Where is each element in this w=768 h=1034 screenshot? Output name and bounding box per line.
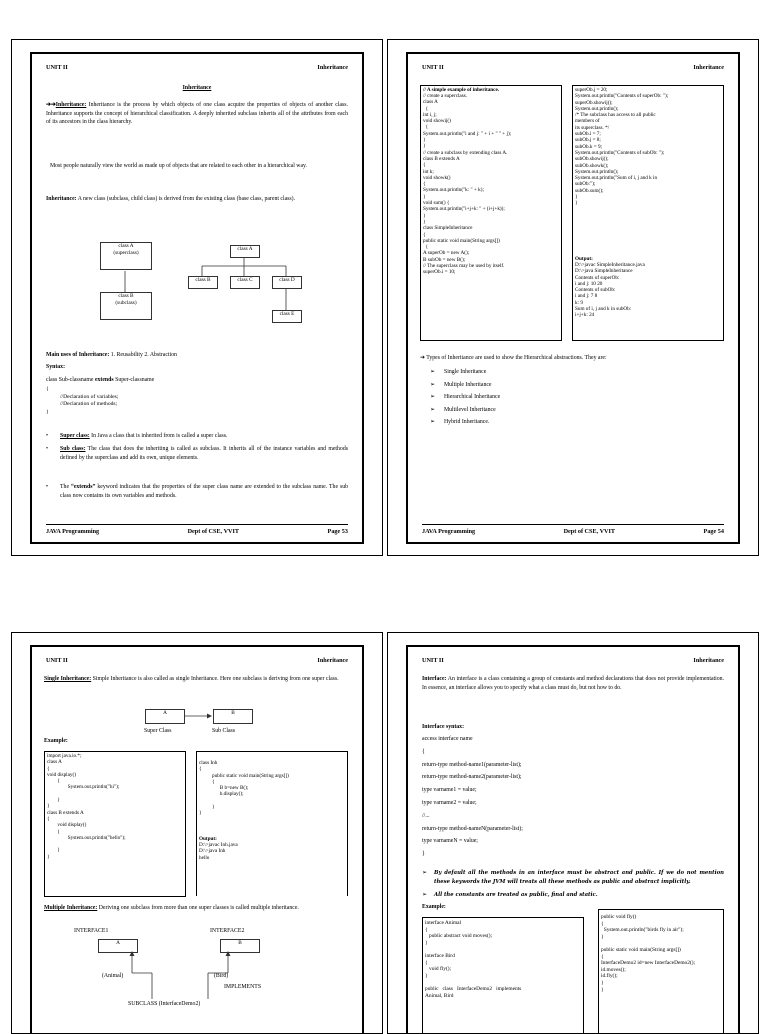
syntax-line: return-type method-name2(parameter-list); [422,774,522,781]
bullet-icon: • [46,484,49,490]
code-box-left [422,917,584,1034]
syntax-line: } [422,851,425,858]
header-topic: Inheritance [317,64,348,71]
unit-label: UNIT II [422,657,444,664]
page-header [46,657,348,664]
single-text: Simple Inheritance is also called as single Inheritance. Here one subclass is deriving from one super class. [91,676,339,682]
super-class-label: Super class: [60,433,90,439]
interface-label: Interface: [422,676,447,682]
code-box-left [44,751,186,897]
unit-label: UNIT II [46,64,68,71]
sub-class-caption: Sub Class [212,728,236,734]
type-item: Multilevel Inheritance [444,406,496,413]
output-label: Output: [575,256,593,262]
header-topic: Inheritance [317,657,348,664]
unit-label: UNIT II [46,657,68,664]
unit-label: UNIT II [422,64,444,71]
code-left: import java.io.*; class A { void display() { System.out.println("hi"); } } class B extends A { void display() { System.out.println("hello"); } } [47,753,126,860]
code-box-right [572,85,724,341]
type-item: Hybrid Inheritance. [444,419,490,425]
subclass-label: SUBCLASS (InterfaceDemo2) [128,1001,201,1007]
class-e-box: class E [272,310,302,323]
syntax-line [46,376,154,385]
super-class-text: In Java a class that is inherited from is called a super class. [89,433,228,439]
syntax-line: type varname1 = value; [422,787,477,794]
page-header [46,64,348,71]
box-sublabel: (subclass) [115,300,137,306]
syntax-line: access interface name [422,736,473,742]
code-box-right [598,909,724,1034]
super-class-item [60,432,348,441]
syntax-line: type varnameN = value; [422,838,478,845]
page-53-frame [30,52,364,544]
arrow-bullet-icon: ➢ [422,870,427,876]
syntax-keyword: extends [94,377,114,383]
code-right: public void fly() { System.out.println("birds fly in air"); } public static void main(String args[]) { InterfaceDemo2 id=new InterfaceDemo2(); id.moves(); id.fly(); } } [601,914,696,993]
arrow-bullet-icon: ➢ [430,419,435,425]
main-uses [46,351,348,360]
inheritance-def [46,195,348,204]
example-label: Example: [44,738,68,744]
output-text: D:\>javac Inh.java D:\>java Inh hello [199,842,238,861]
interface2-label: INTERFACE2 [210,928,245,934]
page-footer [422,524,724,535]
syntax-line: return-type method-nameN(parameter-list); [422,825,523,832]
def-text: A new class (subclass, child class) is derived from the existing class (base class, parent class). [76,196,296,202]
intro-label: Inheritance: [55,102,87,108]
arrow-bullet-icon: ➢ [430,406,435,413]
syntax-line: { [422,748,425,755]
def-label: Inheritance: [46,196,77,202]
intro-text: Inheritance is the process by which objects of one class acquire the properties of objects of another class. Inheritance supports the concept of hierarchical classification. A deeply inherited subclass inherits all of the attributes from each of its ancestors in the class hierarchy. [46,102,348,125]
output-label: Output: [199,836,217,842]
footer-dept: Dept of CSE, VVIT [563,528,616,535]
sub-class-label: Sub class: [60,446,86,452]
multiple-inheritance [44,904,348,913]
syntax-body: { //Declaration of variables; //Declaration of methods; } [46,386,119,415]
example-label: Example: [422,904,446,910]
class-a-box: class A [230,245,260,258]
footer-dept: Dept of CSE, VVIT [187,528,240,535]
arrow-bullet-icon: ➢ [430,381,435,388]
interface-def [422,675,724,692]
box-label: class A [118,243,134,249]
class-b-box: B [213,709,253,724]
type-item: Single Inheritance [444,369,487,375]
arrow-icon: ➔➔ [46,102,56,108]
section-title: Inheritance [182,85,212,91]
arrow-bullet-icon: ➢ [430,369,435,375]
code-title: // A simple example of inheritance. [423,87,500,93]
default-note: By default all the methods in an interface must be abstract and public. If we do not mention these keywords the JVM will treats all these methods as public and abstract implicitly. [434,870,724,885]
single-label: Single Inheritance: [44,676,92,682]
interface-text: An interface is a class containing a group of constants and method declarations that does not provide implementation. In essence, an interface allows you to specify what a class must do, but not how to do. [422,676,724,691]
box-sublabel: (superclass) [113,250,139,256]
interface-a-box: A [98,939,138,953]
bullet-icon: • [46,446,49,452]
syntax-line: //... [422,812,430,819]
sub-class-item [60,445,348,462]
page-55-frame [30,645,364,1034]
inheritance-intro [46,101,348,127]
bird-label: (Bird) [214,973,229,979]
implements-label: IMPLEMENTS [224,984,262,990]
type-item: Hierarchical Inheritance [444,394,501,400]
extends-text: keyword indicates that the properties of the super class name are extended to the subclass name. The sub class now contains its own variables and methods. [60,484,348,499]
syntax-part: class Sub-classname [46,377,95,383]
class-a-superclass-box [100,242,152,270]
extends-keyword: “extends” [70,484,96,490]
types-intro: ➔ Types of Inheritance are used to show the Hierarchical abstractions. They are: [420,355,607,361]
syntax-line: return-type method-name1(parameter-list); [422,761,522,768]
page-56-frame [406,645,740,1034]
animal-label: (Animal) [102,973,124,979]
code-right: class Inh { public static void main(String args[]) { B b=new B(); b.display(); } } [199,760,289,817]
box-label: class B [118,293,134,299]
bullet-icon: • [46,433,49,439]
page-53 [11,39,383,556]
arrow-bullet-icon: ➢ [430,394,435,400]
code-left: // create a superclass. class A { int i, j; void showij() { System.out.println("i and j: " + i + " " + j); } } // create a subclass by extending class A. class B extends A { int k; void showk() { System.out.println("k: " + k); } void sum() { System.out.println("i+j+k: " + (i+j+k)); } } class SimpleInheritance { public static void main(String args[]) { A superOb = new A(); B subOb = new B(); // The superclass may be used by itself. superOb.i = 10; [423,93,512,276]
page-footer [46,524,348,535]
hierarchy-para: Most people naturally view the world as made up of objects that are related to each other in a hierarchical way. [50,163,308,169]
header-topic: Inheritance [693,657,724,664]
header-topic: Inheritance [693,64,724,71]
page-56 [387,632,759,1034]
multi-label: Multiple Inheritance: [44,905,98,911]
syntax-label: Interface syntax: [422,724,465,730]
uses-label: Main uses of Inheritance: [46,352,110,358]
extends-item [60,483,348,500]
uses-text: 1. Reusability 2. Abstraction [109,352,177,358]
code-right: superOb.j = 20; System.out.println("Contents of superOb: "); superOb.showij(); System.out.println(); /* The subclass has access to all public members of its superclass. */ subOb.i = 7; subOb.j = 8; subOb.k = 9; System.out.println("Contents of subOb: "); subOb.showij(); subOb.showk(); System.out.println(); System.out.println("Sum of i, j and k in subOb:"); subOb.sum(); } } [575,87,669,207]
class-d-box: class D [272,276,302,289]
output-text: D:\>javac SimpleInheritance.java D:\>java SimpleInheritance Contents of superOb: i and j: 10 20 Contents of subOb: i and j: 7 8 k: 9 Sum of i, j and k in subOb: i+j+k: 24 [575,262,645,319]
footer-subject: JAVA Programming [46,528,100,535]
syntax-line: type varname2 = value; [422,800,477,806]
page-header [422,657,724,664]
page-54 [387,39,759,556]
code-box-left [420,85,562,341]
constants-note: All the constants are treated as public, final and static. [434,892,598,898]
multi-text: Deriving one subclass from more than one super classes is called multiple inheritance. [97,905,299,911]
interface1-label: INTERFACE1 [74,928,109,934]
page-number: Page 54 [703,528,724,535]
footer-subject: JAVA Programming [422,528,476,535]
page-54-frame [406,52,740,544]
class-b-subclass-box [100,292,152,320]
interface-b-box: B [220,939,260,953]
class-c-box: class C [230,276,260,289]
class-a-box: A [145,709,185,724]
page-55 [11,632,383,1034]
sub-class-text: The class that does the inheriting is called as subclass. It inherits all of the instance variables and methods defined by the superclass and add its own, unique elements. [60,446,348,461]
extends-pre: The [60,484,71,490]
type-item: Multiple Inheritance [444,381,492,388]
single-inheritance [44,675,348,684]
page-number: Page 53 [327,528,348,535]
code-box-right [196,751,348,896]
code-left: interface Animal { public abstract void moves(); } interface Bird { void fly(); } public class InterfaceDemo2 implements Animal, Bird [425,920,522,999]
syntax-part: Super-classname [113,377,155,383]
syntax-label: Syntax: [46,364,66,370]
single-arrow [32,707,362,737]
super-class-caption: Super Class [144,728,172,734]
class-b-box: class B [188,276,218,289]
page-header [422,64,724,71]
arrow-bullet-icon: ➢ [422,892,427,898]
